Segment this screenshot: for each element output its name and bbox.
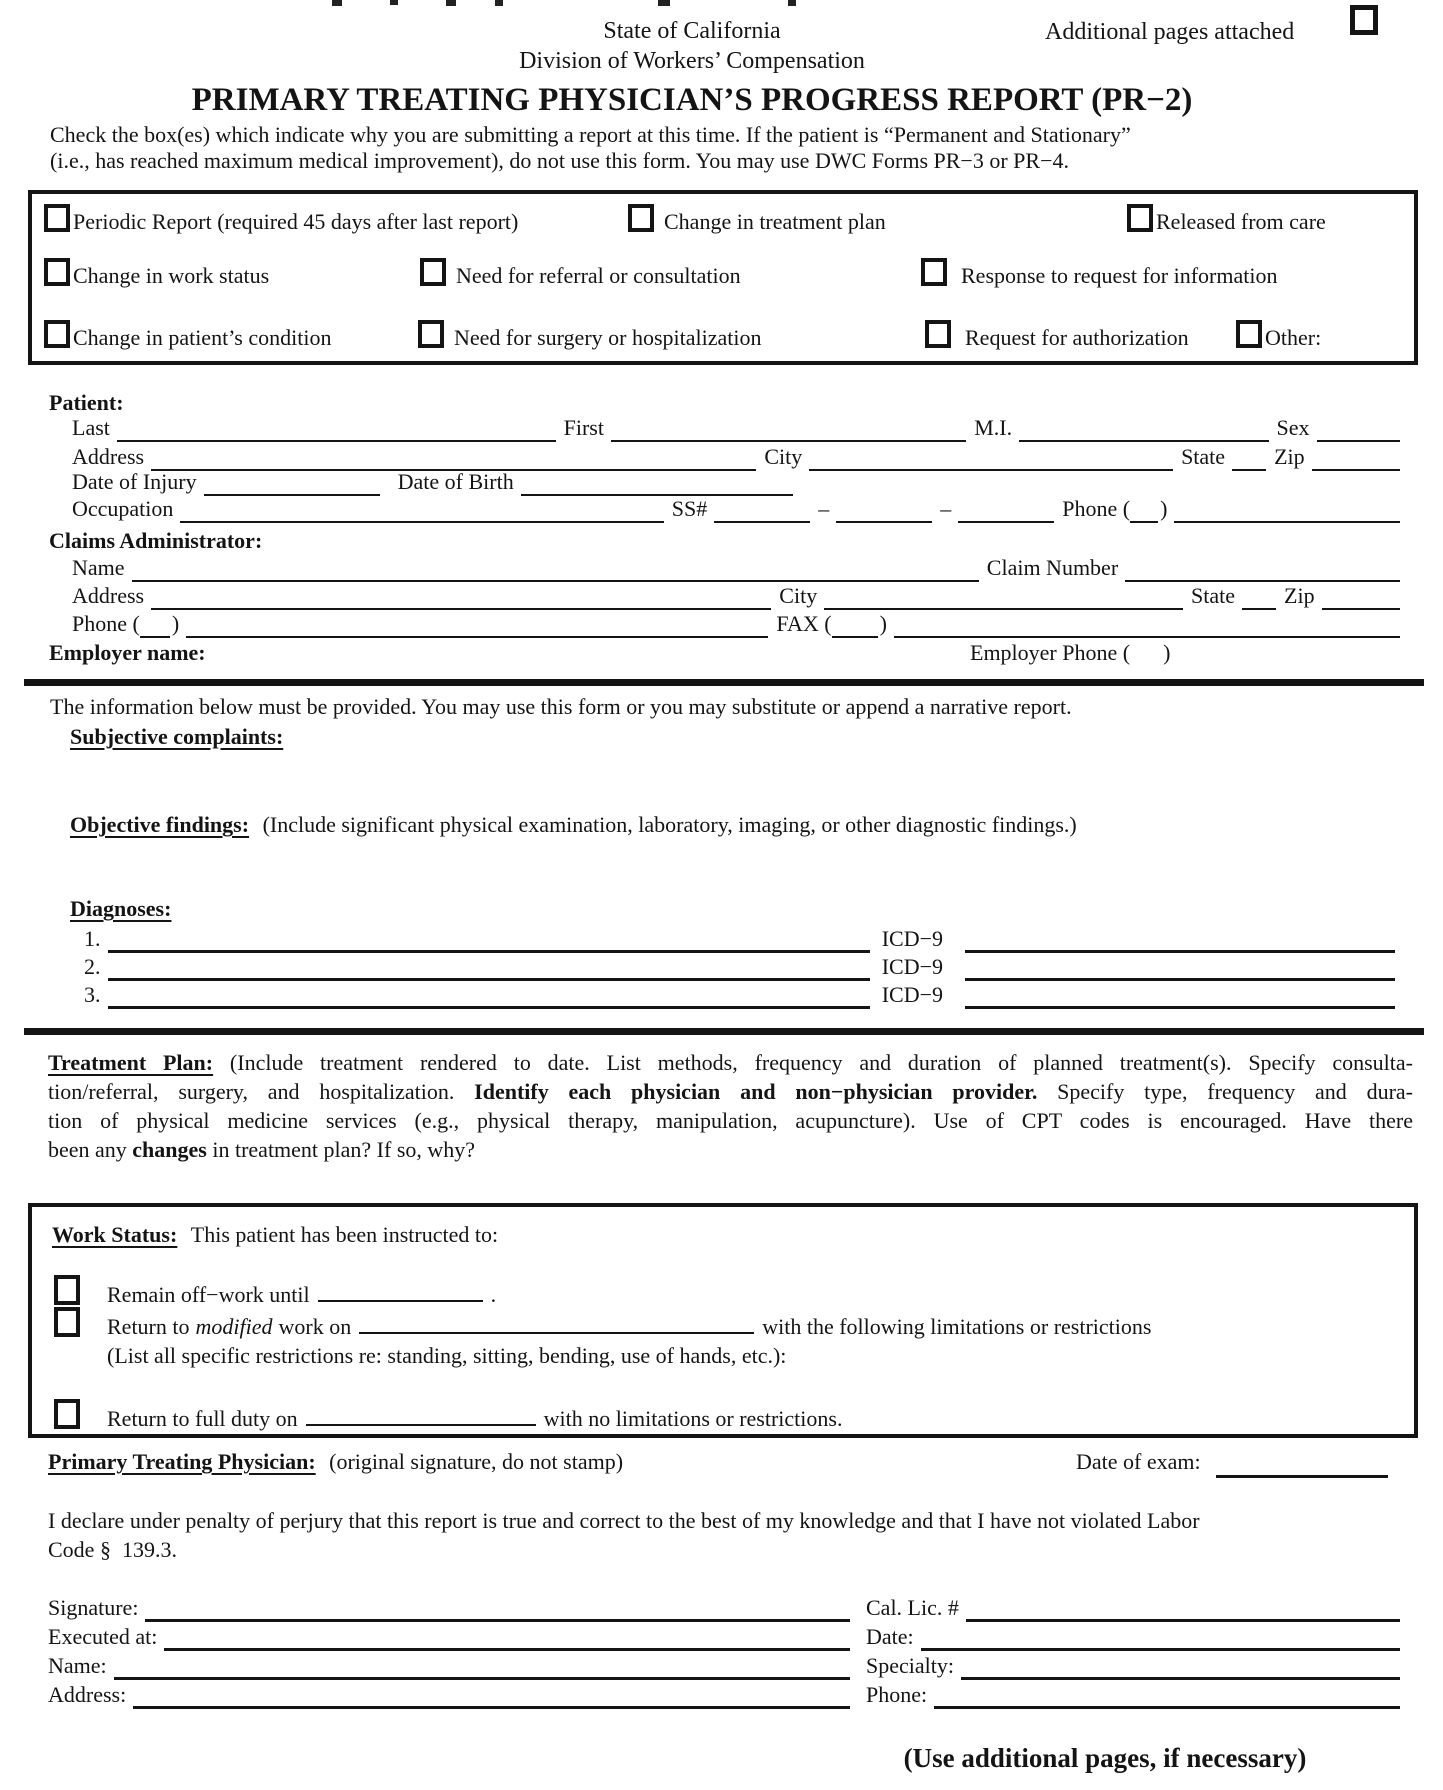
work-status-heading: Work Status: bbox=[52, 1222, 178, 1247]
declaration-line1: I declare under penalty of perjury that this report is true and correct to the best of my knowledge and that I have not violated Labor bbox=[48, 1508, 1200, 1533]
occupation-label: Occupation bbox=[72, 496, 174, 521]
full-duty-checkbox[interactable] bbox=[54, 1399, 80, 1429]
physician-address-label: Address: bbox=[48, 1682, 127, 1707]
need-referral-checkbox[interactable] bbox=[420, 258, 446, 286]
header-state: State of California bbox=[603, 18, 781, 44]
need-referral-label: Need for referral or consultation bbox=[456, 263, 741, 288]
intro-line2: (i.e., has reached maximum medical improvement), do not use this form. You may use DWC Forms PR−3 or PR−4. bbox=[50, 148, 1069, 173]
claims-admin-heading: Claims Administrator: bbox=[49, 528, 263, 553]
date-line[interactable] bbox=[921, 1648, 1400, 1651]
patient-sex-line[interactable] bbox=[1317, 440, 1400, 442]
patient-state-label: State bbox=[1181, 444, 1226, 469]
info-note: The information below must be provided. You may use this form or you may substitute or append a narrative report. bbox=[50, 694, 1072, 719]
treatment-plan-text: (Include treatment rendered to date. List methods, frequency and duration of planned treatment(s). Specify consulta- bbox=[213, 1050, 1413, 1075]
treatment-plan-text: in treatment plan? If so, why? bbox=[206, 1137, 476, 1162]
patient-last-line[interactable] bbox=[117, 440, 556, 442]
claims-phone-label: Phone ( bbox=[72, 611, 140, 636]
claims-zip-line[interactable] bbox=[1322, 608, 1400, 610]
patient-phone-label: Phone ( bbox=[1062, 496, 1131, 521]
claims-fax-close: ) bbox=[879, 611, 887, 636]
treatment-plan-text: Specify type, frequency and dura- bbox=[1037, 1079, 1413, 1104]
full-duty-row bbox=[54, 1399, 842, 1429]
claims-address-label: Address bbox=[72, 583, 145, 608]
full-duty-post: with no limitations or restrictions. bbox=[543, 1406, 843, 1431]
date-of-exam-text: Date of exam: bbox=[1076, 1449, 1201, 1474]
claims-zip-label: Zip bbox=[1284, 583, 1315, 608]
response-request-info-checkbox[interactable] bbox=[921, 258, 947, 286]
header-division: Division of Workers’ Compensation bbox=[519, 48, 865, 74]
section-divider-2 bbox=[24, 1028, 1424, 1035]
patient-mi-line[interactable] bbox=[1019, 440, 1268, 442]
claims-fax-areacode-line[interactable] bbox=[832, 636, 878, 638]
intro-line1: Check the box(es) which indicate why you are submitting a report at this time. If the patient is “Permanent and Stationary” bbox=[50, 122, 1131, 147]
objective-findings-heading: Objective findings: bbox=[70, 812, 250, 837]
date-of-birth-label: Date of Birth bbox=[397, 469, 514, 494]
diagnosis-3-line[interactable] bbox=[108, 1006, 870, 1009]
treatment-plan-text: tion/referral, surgery, and hospitalization. bbox=[48, 1079, 475, 1104]
diagnoses-heading: Diagnoses: bbox=[70, 896, 172, 921]
executed-at-row bbox=[48, 1624, 1400, 1650]
work-status-instruction: This patient has been instructed to: bbox=[190, 1222, 499, 1247]
work-status-box bbox=[28, 1203, 1418, 1438]
section-divider-1 bbox=[24, 679, 1424, 686]
periodic-report-label: Periodic Report (required 45 days after last report) bbox=[73, 209, 519, 234]
executed-at-label: Executed at: bbox=[48, 1624, 158, 1649]
physician-address-line[interactable] bbox=[133, 1706, 850, 1709]
page-top-clipped-text-artifact bbox=[0, 0, 1443, 8]
full-duty-date-line[interactable] bbox=[306, 1424, 536, 1426]
physician-phone-line[interactable] bbox=[934, 1706, 1400, 1709]
claims-city-label: City bbox=[779, 583, 818, 608]
page-title: PRIMARY TREATING PHYSICIAN’S PROGRESS REPORT (PR−2) bbox=[191, 82, 1193, 118]
released-from-care-label: Released from care bbox=[1156, 209, 1326, 234]
modified-work-date-line[interactable] bbox=[359, 1332, 754, 1334]
treatment-plan-heading: Treatment Plan: bbox=[48, 1050, 214, 1075]
off-work-checkbox[interactable] bbox=[54, 1275, 80, 1305]
patient-heading: Patient: bbox=[49, 390, 124, 415]
declaration-line2: Code § 139.3. bbox=[48, 1537, 177, 1562]
icd9-1-line[interactable] bbox=[965, 950, 1395, 953]
executed-at-line[interactable] bbox=[164, 1648, 850, 1651]
claims-areacode-line[interactable] bbox=[140, 636, 170, 638]
patient-mi-label: M.I. bbox=[974, 415, 1013, 440]
patient-sex-label: Sex bbox=[1276, 415, 1310, 440]
icd9-2-line[interactable] bbox=[965, 978, 1395, 981]
patient-first-line[interactable] bbox=[611, 440, 966, 442]
cal-lic-line[interactable] bbox=[966, 1619, 1400, 1622]
physician-name-line[interactable] bbox=[114, 1677, 850, 1680]
change-treatment-plan-label: Change in treatment plan bbox=[664, 209, 886, 234]
ssn-label: SS# bbox=[671, 496, 708, 521]
need-surgery-checkbox[interactable] bbox=[418, 320, 444, 348]
claims-phone-row bbox=[72, 611, 1400, 637]
date-of-exam-label bbox=[1076, 1449, 1388, 1475]
other-label: Other: bbox=[1265, 325, 1322, 350]
patient-dates-row bbox=[72, 469, 1400, 495]
treatment-plan-text: tion of physical medicine services (e.g., physical therapy, manipulation, acupuncture). Use of CPT codes is encouraged. Have there bbox=[48, 1108, 1413, 1133]
claim-number-label: Claim Number bbox=[986, 555, 1119, 580]
change-patient-condition-label: Change in patient’s condition bbox=[73, 325, 332, 350]
patient-last-label: Last bbox=[72, 415, 110, 440]
date-label: Date: bbox=[866, 1624, 914, 1649]
patient-occupation-row bbox=[72, 496, 1400, 522]
specialty-line[interactable] bbox=[961, 1677, 1400, 1680]
other-checkbox[interactable] bbox=[1236, 320, 1262, 348]
perjury-declaration bbox=[48, 1506, 1410, 1564]
patient-phone-close: ) bbox=[1160, 496, 1168, 521]
footer-note: (Use additional pages, if necessary) bbox=[903, 1743, 1307, 1773]
work-status-heading-row bbox=[52, 1222, 498, 1248]
objective-findings-row bbox=[70, 812, 1415, 838]
patient-phone-line[interactable] bbox=[1174, 521, 1400, 523]
patient-address-row bbox=[72, 444, 1400, 470]
report-reason-box bbox=[28, 190, 1418, 365]
change-patient-condition-checkbox[interactable] bbox=[44, 320, 70, 348]
patient-name-row bbox=[72, 415, 1400, 441]
cal-lic-label: Cal. Lic. # bbox=[866, 1595, 959, 1620]
request-authorization-label: Request for authorization bbox=[965, 325, 1189, 350]
ssn-part2-line[interactable] bbox=[836, 521, 932, 523]
modified-word: modified bbox=[195, 1314, 273, 1339]
claims-name-row bbox=[72, 555, 1400, 581]
change-work-status-checkbox[interactable] bbox=[44, 258, 70, 286]
request-authorization-checkbox[interactable] bbox=[925, 320, 951, 348]
diagnosis-2-line[interactable] bbox=[108, 978, 870, 981]
claims-fax-label: FAX ( bbox=[776, 611, 832, 636]
claims-city-line[interactable] bbox=[824, 608, 1183, 610]
off-work-label: Remain off−work until bbox=[107, 1282, 310, 1307]
ssn-dash1: – bbox=[818, 496, 830, 521]
date-of-exam-line[interactable] bbox=[1216, 1469, 1388, 1478]
patient-areacode-line[interactable] bbox=[1130, 521, 1158, 523]
treatment-plan-text: been any bbox=[48, 1137, 133, 1162]
claims-name-label: Name bbox=[72, 555, 125, 580]
patient-address-label: Address bbox=[72, 444, 145, 469]
off-work-row bbox=[54, 1275, 496, 1305]
ssn-part3-line[interactable] bbox=[958, 521, 1054, 523]
claims-name-line[interactable] bbox=[132, 580, 979, 582]
need-surgery-label: Need for surgery or hospitalization bbox=[454, 325, 762, 350]
signature-row bbox=[48, 1595, 1400, 1621]
claims-address-line[interactable] bbox=[151, 608, 771, 610]
diagnosis-row-2 bbox=[84, 954, 1395, 980]
intro-paragraph bbox=[50, 122, 1415, 174]
signature-label: Signature: bbox=[48, 1595, 139, 1620]
physician-heading-row bbox=[48, 1449, 1400, 1475]
periodic-report-checkbox[interactable] bbox=[44, 204, 70, 232]
off-work-date-line[interactable] bbox=[318, 1300, 483, 1302]
additional-pages-checkbox[interactable] bbox=[1350, 5, 1378, 35]
patient-first-label: First bbox=[563, 415, 604, 440]
patient-zip-label: Zip bbox=[1274, 444, 1305, 469]
diagnosis-row-1 bbox=[84, 926, 1395, 952]
employer-phone-label: Employer Phone ( ) bbox=[970, 640, 1171, 665]
ssn-dash2: – bbox=[940, 496, 952, 521]
claims-state-line[interactable] bbox=[1242, 608, 1276, 610]
physician-heading-note: (original signature, do not stamp) bbox=[329, 1449, 624, 1474]
restrictions-note: (List all specific restrictions re: standing, sitting, bending, use of hands, etc.): bbox=[107, 1343, 787, 1368]
icd9-label-1: ICD−9 bbox=[881, 926, 943, 951]
additional-pages-label: Additional pages attached bbox=[1045, 19, 1295, 45]
subjective-complaints-heading: Subjective complaints: bbox=[70, 724, 284, 749]
physician-heading: Primary Treating Physician: bbox=[48, 1449, 316, 1474]
treatment-plan-bold-text: changes bbox=[132, 1137, 207, 1162]
claim-number-line[interactable] bbox=[1125, 580, 1400, 582]
physician-address-row bbox=[48, 1682, 1400, 1708]
claims-fax-line[interactable] bbox=[894, 636, 1400, 638]
icd9-label-3: ICD−9 bbox=[881, 982, 943, 1007]
off-work-period: . bbox=[490, 1282, 497, 1307]
diagnosis-1-number: 1. bbox=[84, 926, 101, 951]
modified-work-pre: Return to bbox=[107, 1314, 190, 1339]
modified-work-mid: work on bbox=[278, 1314, 352, 1339]
modified-work-checkbox[interactable] bbox=[54, 1307, 80, 1337]
signature-line[interactable] bbox=[145, 1619, 850, 1622]
released-from-care-checkbox[interactable] bbox=[1127, 204, 1153, 232]
ssn-part1-line[interactable] bbox=[714, 521, 810, 523]
patient-city-label: City bbox=[764, 444, 803, 469]
treatment-plan-bold-text: Identify each physician and non−physician provider. bbox=[474, 1079, 1038, 1104]
diagnosis-row-3 bbox=[84, 982, 1395, 1008]
occupation-line[interactable] bbox=[180, 521, 663, 523]
claims-phone-close: ) bbox=[171, 611, 180, 636]
response-request-info-label: Response to request for information bbox=[961, 263, 1278, 288]
employer-name-label: Employer name: bbox=[49, 640, 206, 665]
date-of-injury-label: Date of Injury bbox=[72, 469, 197, 494]
icd9-3-line[interactable] bbox=[965, 1006, 1395, 1009]
diagnosis-2-number: 2. bbox=[84, 954, 101, 979]
icd9-label-2: ICD−9 bbox=[881, 954, 943, 979]
diagnosis-1-line[interactable] bbox=[108, 950, 870, 953]
full-duty-pre: Return to full duty on bbox=[107, 1406, 298, 1431]
physician-phone-label: Phone: bbox=[866, 1682, 928, 1707]
change-work-status-label: Change in work status bbox=[73, 263, 270, 288]
diagnosis-3-number: 3. bbox=[84, 982, 101, 1007]
change-treatment-plan-checkbox[interactable] bbox=[628, 204, 654, 232]
claims-phone-line[interactable] bbox=[186, 636, 768, 638]
claims-address-row bbox=[72, 583, 1400, 609]
physician-name-label: Name: bbox=[48, 1653, 107, 1678]
physician-name-row bbox=[48, 1653, 1400, 1679]
treatment-plan-paragraph bbox=[48, 1048, 1413, 1164]
modified-work-row bbox=[54, 1307, 1151, 1337]
claims-state-label: State bbox=[1191, 583, 1236, 608]
specialty-label: Specialty: bbox=[866, 1653, 954, 1678]
objective-findings-note: (Include significant physical examination, laboratory, imaging, or other diagnostic findings.) bbox=[262, 812, 1077, 837]
modified-work-post: with the following limitations or restrictions bbox=[762, 1314, 1152, 1339]
